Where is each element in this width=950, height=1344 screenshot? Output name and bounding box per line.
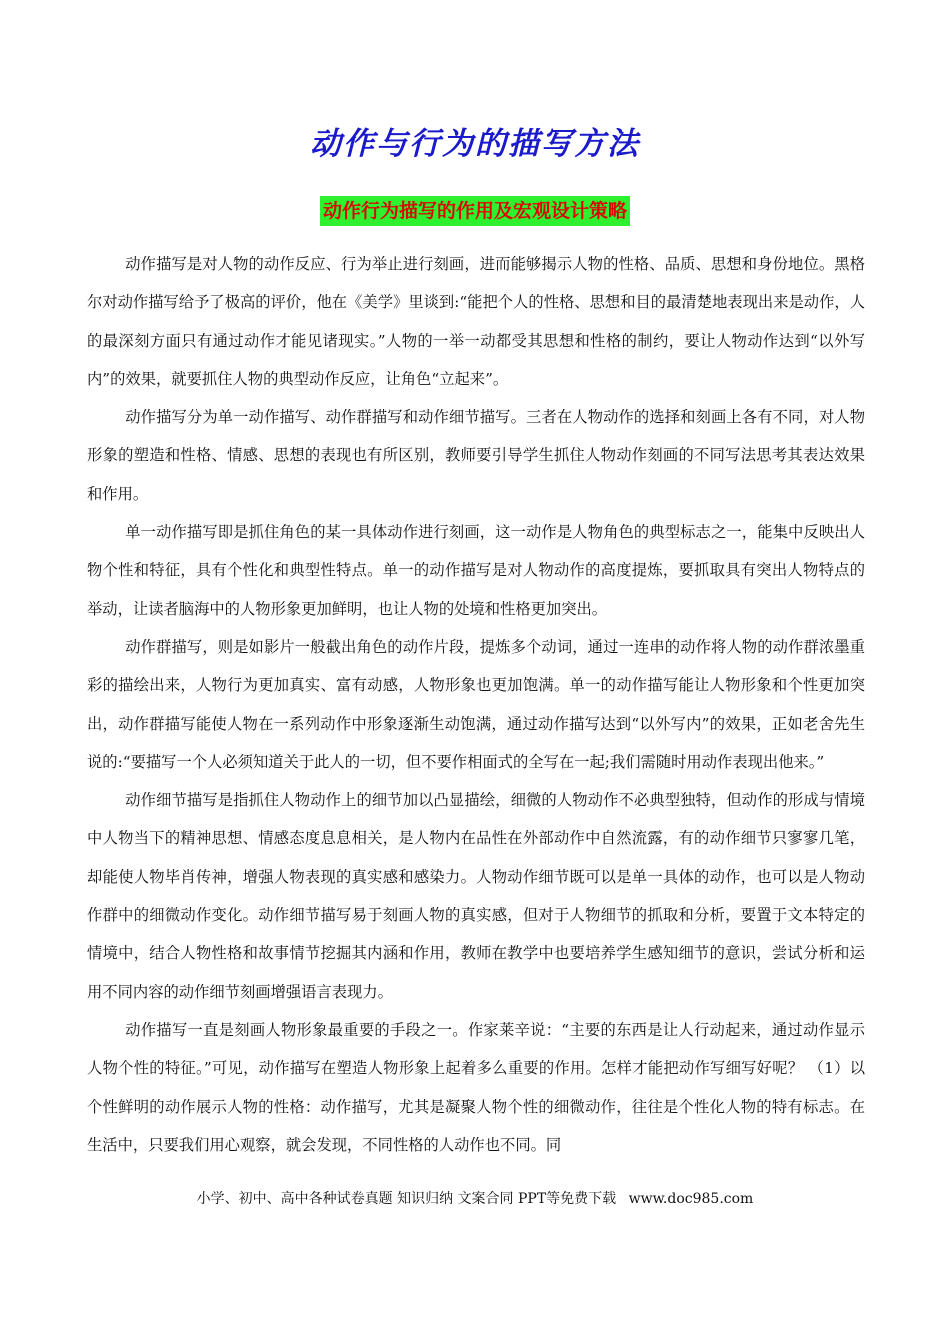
footer-text: 小学、初中、高中各种试卷真题 知识归纳 文案合同 PPT等免费下载 [196,1191,617,1207]
paragraph: 动作描写一直是刻画人物形象最重要的手段之一。作家莱辛说：“主要的东西是让人行动起来，通过动作显示人物个性的特征。”可见，动作描写在塑造人物形象上起着多么重要的作用。怎样才能把动作写细写好呢？ （1）以个性鲜明的动作展示人物的性格：动作描写，尤其是凝聚人物个性的细微动作，往往是个性化人物的特有标志。在生活中，只要我们用心观察，就会发现，不同性格的人动作也不同。同 [87,1020,865,1154]
paragraph: 单一动作描写即是抓住角色的某一具体动作进行刻画，这一动作是人物角色的典型标志之一，能集中反映出人物个性和特征，具有个性化和典型性特点。单一的动作描写是对人物动作的高度提炼，要抓取具有突出人物特点的举动，让读者脑海中的人物形象更加鲜明，也让人物的处境和性格更加突出。 [87,523,865,618]
document-subtitle: 动作行为描写的作用及宏观设计策略 [320,196,630,226]
document-body [87,245,865,1164]
paragraph: 动作描写分为单一动作描写、动作群描写和动作细节描写。三者在人物动作的选择和刻画上各有不同，对人物形象的塑造和性格、情感、思想的表现也有所区别，教师要引导学生抓住人物动作刻画的不同写法思考其表达效果和作用。 [87,408,865,503]
subtitle-wrapper [0,196,950,226]
paragraph: 动作描写是对人物的动作反应、行为举止进行刻画，进而能够揭示人物的性格、品质、思想和身份地位。黑格尔对动作描写给予了极高的评价，他在《美学》里谈到:“能把个人的性格、思想和目的最清楚地表现出来是动作，人的最深刻方面只有通过动作才能见诸现实。”人物的一举一动都受其思想和性格的制约，要让人物动作达到“以外写内”的效果，就要抓住人物的典型动作反应，让角色“立起来”。 [87,255,865,388]
page-footer [0,1188,950,1208]
paragraph: 动作细节描写是指抓住人物动作上的细节加以凸显描绘，细微的人物动作不必典型独特，但动作的形成与情境中人物当下的精神思想、情感态度息息相关，是人物内在品性在外部动作中自然流露，有的动作细节只寥寥几笔，却能使人物毕肖传神，增强人物表现的真实感和感染力。人物动作细节既可以是单一具体的动作，也可以是人物动作群中的细微动作变化。动作细节描写易于刻画人物的真实感，但对于人物细节的抓取和分析，要置于文本特定的情境中，结合人物性格和故事情节挖掘其内涵和作用，教师在教学中也要培养学生感知细节的意识，尝试分析和运用不同内容的动作细节刻画增强语言表现力。 [87,791,865,1001]
footer-url: www.doc985.com [628,1191,754,1207]
document-title: 动作与行为的描写方法 [310,126,640,162]
paragraph: 动作群描写，则是如影片一般截出角色的动作片段，提炼多个动词，通过一连串的动作将人物的动作群浓墨重彩的描绘出来，人物行为更加真实、富有动感，人物形象也更加饱满。单一的动作描写能让人物形象和个性更加突出，动作群描写能使人物在一系列动作中形象逐渐生动饱满，通过动作描写达到“以外写内”的效果，正如老舍先生说的:“要描写一个人必须知道关于此人的一切，但不要作相面式的全写在一起;我们需随时用动作表现出他来。” [87,637,865,771]
